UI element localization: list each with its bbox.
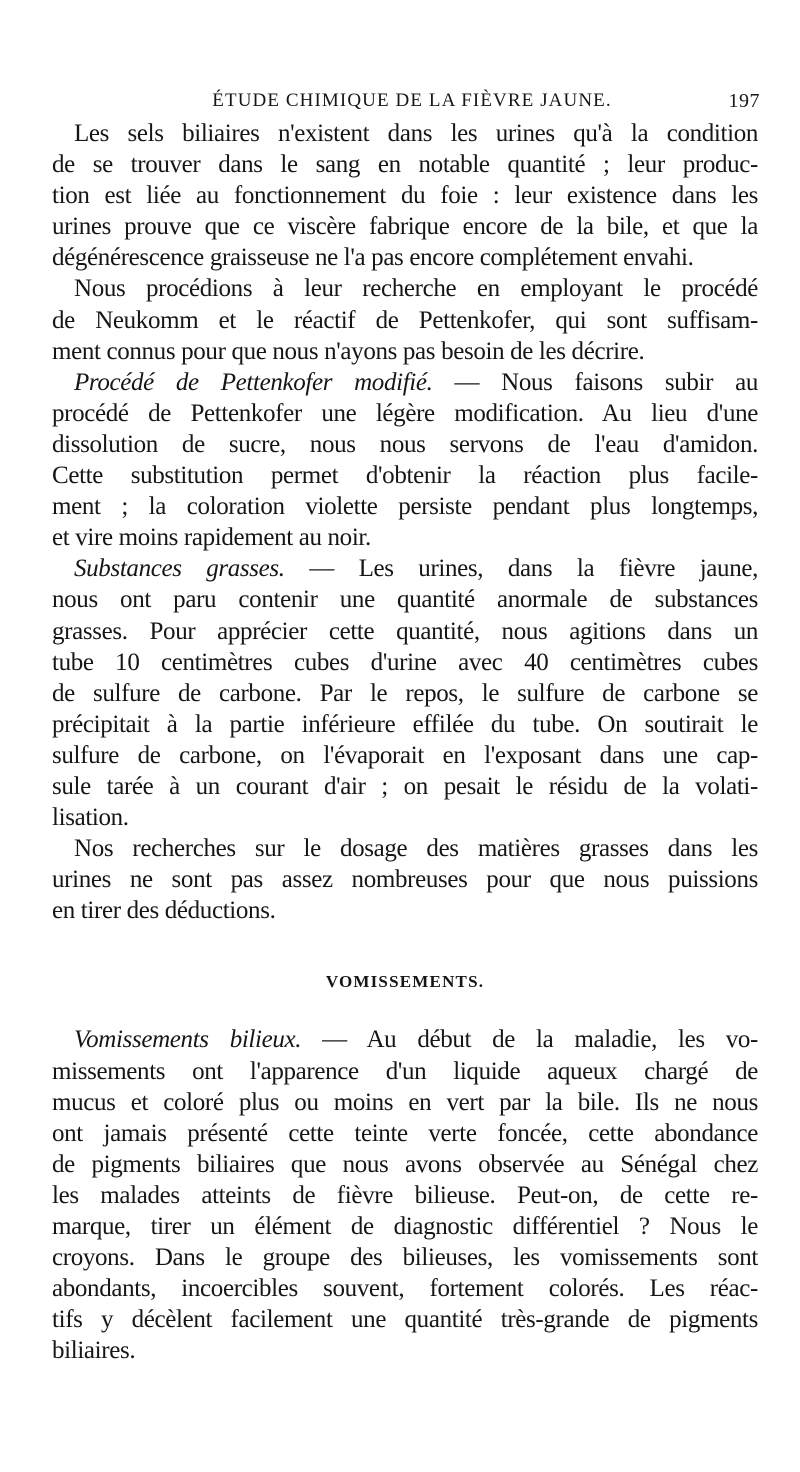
paragraph-dosage-research [52, 833, 758, 926]
text-line: Les sels biliaires n'existent dans les urines qu'à la condition [74, 120, 758, 147]
text-line: ont jamais présenté cette teinte verte foncée, cette abondance [52, 1119, 758, 1147]
text-line: biliaires. [52, 1337, 136, 1365]
text-line: lisation. [52, 804, 129, 832]
text-line [52, 1024, 758, 1055]
text-line: Cette substitution permet d'obtenir la réaction plus facile- [52, 462, 758, 490]
paragraph-bilious-vomiting [52, 1024, 758, 1366]
text-line: ment ; la coloration violette persiste pendant plus longtemps, [52, 493, 758, 521]
paragraph-run-in-heading: Substances grasses. [74, 555, 285, 583]
text-line: dégénérescence graisseuse ne l'a pas encore complétement envahi. [52, 244, 694, 272]
text-line: et vire moins rapidement au noir. [52, 524, 371, 552]
text-line: mucus et coloré plus ou moins en vert par la bile. Ils ne nous [52, 1088, 758, 1116]
text-line: urines ne sont pas assez nombreuses pour que nous puissions [52, 866, 758, 894]
text-line: marque, tirer un élément de diagnostic différentiel ? Nous le [52, 1213, 758, 1240]
text-line: abondants, incoercibles souvent, fortement colorés. Les réac- [52, 1275, 758, 1303]
paragraph-bile-salts [52, 118, 758, 273]
text-line: les malades atteints de fièvre bilieuse. Peut-on, de cette re- [52, 1181, 758, 1209]
text-line: sulfure de carbone, on l'évaporait en l'exposant dans une cap- [52, 741, 758, 769]
text-line: Nous procédions à leur recherche en employant le procédé [74, 275, 758, 303]
text-run: — Les urines, dans la fièvre jaune, [284, 555, 758, 583]
text-line: urines prouve que ce viscère fabrique encore de la bile, et que la [52, 213, 758, 241]
text-line: de sulfure de carbone. Par le repos, le sulfure de carbone se [52, 679, 758, 707]
paragraph-pettenkofer-modified [52, 367, 758, 554]
paragraph-run-in-heading: Vomissements bilieux. [74, 1026, 302, 1054]
text-line: missements ont l'apparence d'un liquide aqueux chargé de [52, 1057, 758, 1085]
paragraph-fatty-substances [52, 553, 758, 833]
page-number: 197 [728, 90, 760, 112]
text-line: sule tarée à un courant d'air ; on pesait le résidu de la volati- [52, 772, 758, 800]
text-line: grasses. Pour apprécier cette quantité, nous agitions dans un [52, 617, 758, 645]
text-line: tifs y décèlent facilement une quantité très-grande de pigments [52, 1306, 758, 1334]
text-run: — Nous faisons subir au [432, 368, 758, 396]
text-line: tion est liée au fonctionnement du foie : leur existence dans les [52, 182, 758, 210]
running-title: ÉTUDE CHIMIQUE DE LA FIÈVRE JAUNE. [212, 90, 612, 111]
page-body [52, 118, 758, 1366]
text-line: nous ont paru contenir une quantité anormale de substances [52, 586, 758, 614]
text-line: précipitait à la partie inférieure effilée du tube. On soutirait le [52, 710, 758, 738]
text-line: dissolution de sucre, nous nous servons de l'eau d'amidon. [52, 430, 758, 458]
text-line: croyons. Dans le groupe des bilieuses, les vomissements sont [52, 1244, 758, 1272]
page-header [52, 84, 760, 118]
text-line: de pigments biliaires que nous avons observée au Sénégal chez [52, 1150, 758, 1178]
text-line [52, 553, 758, 584]
text-run: — Au début de la maladie, les vo- [301, 1026, 758, 1054]
text-line: ment connus pour que nous n'ayons pas besoin de les décrire. [52, 337, 645, 365]
text-line: Nos recherches sur le dosage des matières grasses dans les [74, 835, 758, 863]
paragraph-research-method [52, 273, 758, 366]
section-heading: VOMISSEMENTS. [325, 972, 485, 992]
text-line: procédé de Pettenkofer une légère modification. Au lieu d'une [52, 399, 758, 427]
text-line: tube 10 centimètres cubes d'urine avec 40 centimètres cubes [52, 648, 758, 676]
text-line: de se trouver dans le sang en notable quantité ; leur produc- [52, 151, 758, 179]
text-line [52, 367, 758, 398]
paragraph-run-in-heading: Procédé de Pettenkofer modifié. [74, 368, 433, 396]
text-line: en tirer des déductions. [52, 897, 276, 925]
text-line: de Neukomm et le réactif de Pettenkofer, qui sont suffisam- [52, 306, 758, 334]
